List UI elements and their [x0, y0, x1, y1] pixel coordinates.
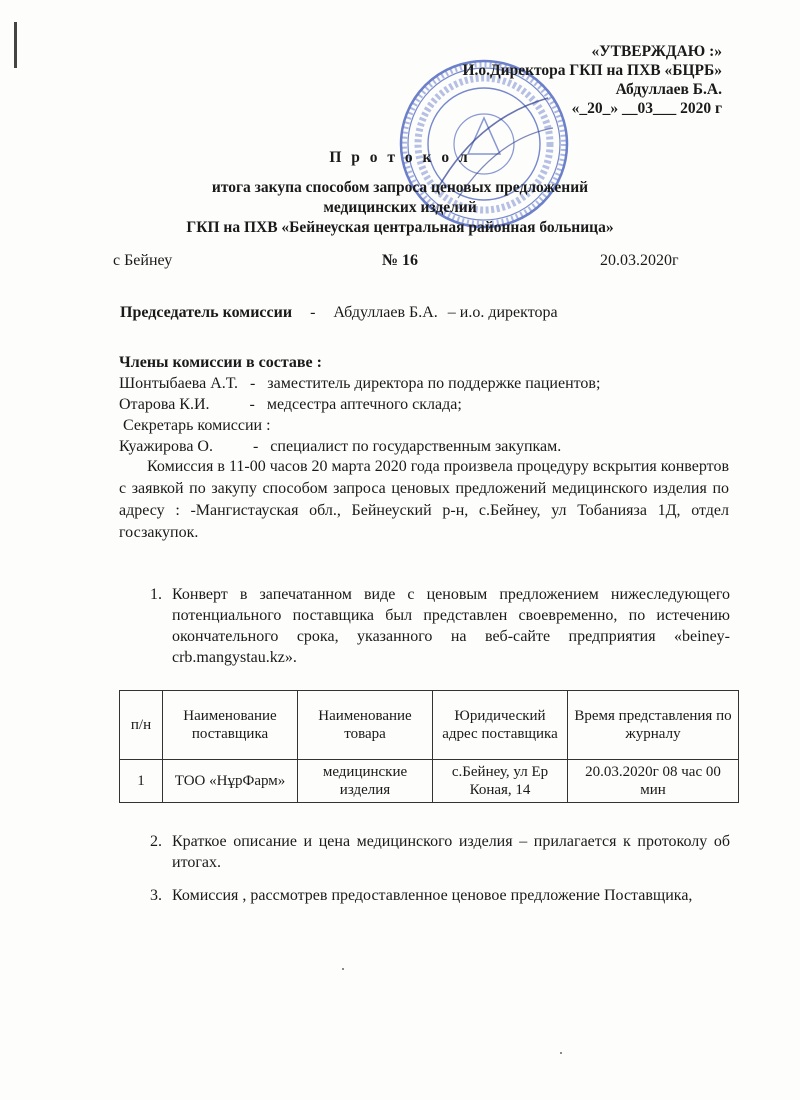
subtitle-line-3: ГКП на ПХВ «Бейнеуская центральная районная больница» — [186, 219, 614, 236]
table-header-cell: Юридический адрес поставщика — [433, 691, 568, 760]
protocol-title: П р о т о к о л — [329, 149, 471, 166]
table-cell: ТОО «НұрФарм» — [163, 760, 298, 803]
table-header-row — [120, 691, 739, 760]
table-header-cell: п/н — [120, 691, 163, 760]
approval-position: И.о.Директора ГКП на ПХВ «БЦРБ» — [462, 62, 722, 79]
list-item — [150, 885, 730, 906]
list-item-number: 2. — [150, 833, 162, 850]
commission-chair — [120, 304, 558, 322]
table-row — [120, 760, 739, 803]
approval-date: «_20_» __03___ 2020 г — [571, 100, 722, 117]
list-item — [150, 831, 730, 873]
place-label: с Бейнеу — [113, 252, 173, 269]
scan-edge-mark — [14, 22, 17, 68]
list-item-text: Краткое описание и цена медицинского изделия – прилагается к протоколу об итогах. — [172, 833, 730, 871]
member-row: Шонтыбаева А.Т. - заместитель директора по поддержке пациентов; — [119, 375, 601, 392]
member-row: Куажирова О. - специалист по государственным закупкам. — [119, 438, 562, 455]
protocol-number: № 16 — [381, 252, 419, 269]
subtitle-line-1: итога закупа способом запроса ценовых предложений — [211, 179, 589, 196]
procedure-paragraph: Комиссия в 11-00 часов 20 марта 2020 года произвела процедуру вскрытия конвертов с заявкой по закупу способом запроса ценовых предложений медицинского изделия по адресу : -Мангистауская обл., Бейнеуский р-н, с.Бейнеу, ул Тобанияза 1Д, отдел госзакупок. — [119, 458, 729, 541]
members-header: Члены комиссии в составе : — [119, 354, 322, 371]
chair-dash: - — [310, 304, 316, 321]
approval-block — [462, 42, 722, 118]
chair-role: – и.о. директора — [447, 304, 558, 321]
list-item — [150, 584, 730, 668]
table-cell: 1 — [120, 760, 163, 803]
list-item-text: Конверт в запечатанном виде с ценовым предложением нижеследующего потенциального поставщика был представлен своевременно, по истечению окончательного срока, указанного на веб-сайте предприятия «beiney-crb.mangystau.kz». — [172, 586, 730, 666]
list-item-text: Комиссия , рассмотрев предоставленное ценовое предложение Поставщика, — [172, 887, 693, 904]
secretary-header: Секретарь комиссии : — [119, 417, 271, 434]
list-item-number: 1. — [150, 586, 162, 603]
suppliers-table — [119, 690, 739, 803]
approval-name: Абдуллаев Б.А. — [615, 81, 722, 98]
table-header-cell: Время представления по журналу — [568, 691, 739, 760]
table-cell: медицинские изделия — [298, 760, 433, 803]
member-row: Отарова К.И. - медсестра аптечного склада; — [119, 396, 462, 413]
subtitle-line-2: медицинских изделий — [323, 199, 477, 216]
table-cell: 20.03.2020г 08 час 00 мин — [568, 760, 739, 803]
chair-label: Председатель комиссии — [120, 304, 293, 321]
protocol-date: 20.03.2020г — [600, 252, 679, 269]
table-cell: с.Бейнеу, ул Ер Коная, 14 — [433, 760, 568, 803]
list-item-number: 3. — [150, 887, 162, 904]
commission-members — [119, 352, 600, 457]
scan-speck — [342, 968, 344, 970]
approval-heading: «УТВЕРЖДАЮ :» — [591, 43, 722, 60]
protocol-subtitle — [0, 178, 800, 238]
scan-speck — [560, 1052, 562, 1054]
chair-name: Абдуллаев Б.А. — [333, 304, 438, 321]
table-header-cell: Наименование товара — [298, 691, 433, 760]
table-header-cell: Наименование поставщика — [163, 691, 298, 760]
